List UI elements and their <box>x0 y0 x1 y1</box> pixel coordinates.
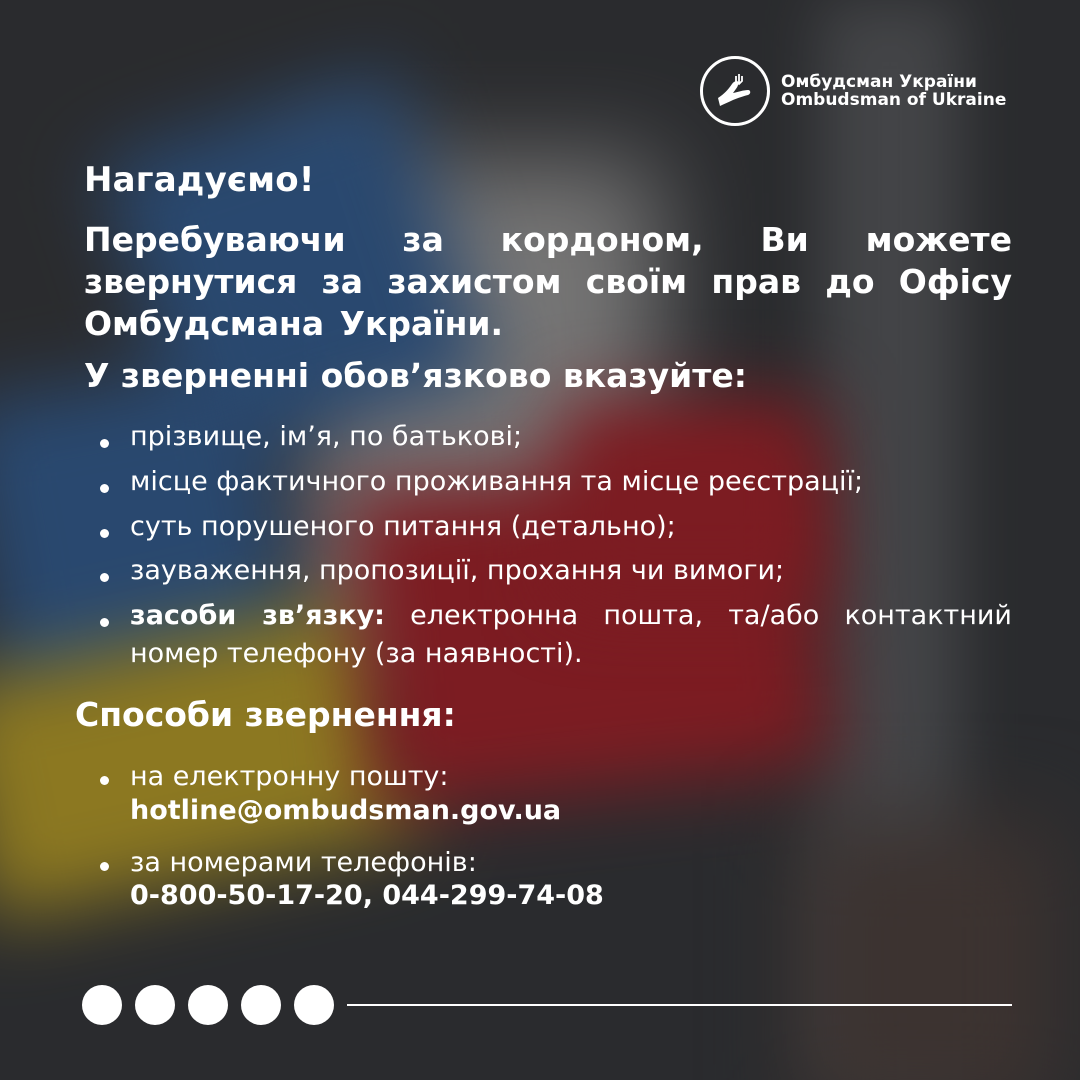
bullet-dot-icon <box>100 484 109 493</box>
pager-line <box>347 1004 1012 1006</box>
greeting-heading: Нагадуємо! <box>84 160 315 200</box>
ombudsman-logo <box>700 56 1030 126</box>
pager-dot-1[interactable] <box>82 985 122 1025</box>
bullet-dot-icon <box>100 529 109 538</box>
pager-dot-4[interactable] <box>241 985 281 1025</box>
pager-dot-5[interactable] <box>294 985 334 1025</box>
ombudsman-hand-trident-icon <box>700 56 770 126</box>
phone-numbers[interactable]: 0-800-50-17-20, 044-299-74-08 <box>130 880 604 912</box>
method-email-label: на електронну пошту: <box>130 761 449 792</box>
bullet-dot-icon <box>100 862 109 871</box>
list-item: зауваження, пропозиції, прохання чи вимоги; <box>100 552 1012 590</box>
contacts-label: засоби зв’язку: <box>130 600 385 632</box>
methods-list <box>100 760 1012 931</box>
intro-paragraph: Перебуваючи за кордоном, Ви можете звернутися за захистом своїм прав до Офісу Омбудсмана України. <box>84 220 1012 344</box>
carousel-pager <box>82 984 1012 1026</box>
list-item: прізвище, ім’я, по батькові; <box>100 418 1012 456</box>
methods-heading: Способи звернення: <box>75 695 456 734</box>
contacts-text: електронна пошта, та/або контактний номер телефону (за наявності). <box>130 600 1012 669</box>
pager-dot-3[interactable] <box>188 985 228 1025</box>
bullet-dot-icon <box>100 618 109 627</box>
list-item: суть порушеного питання (детально); <box>100 508 1012 546</box>
required-list <box>100 418 1012 680</box>
list-item: місце фактичного проживання та місце реєстрації; <box>100 463 1012 501</box>
logo-name-en: Ombudsman of Ukraine <box>781 90 1007 110</box>
method-phone-label: за номерами телефонів: <box>130 846 477 878</box>
list-item-contacts <box>100 597 1012 673</box>
pager-dot-2[interactable] <box>135 985 175 1025</box>
method-email <box>100 760 1012 828</box>
logo-name-uk: Омбудсман України <box>781 71 977 92</box>
required-heading: У зверненні обов’язково вказуйте: <box>84 356 747 395</box>
bullet-dot-icon <box>100 573 109 582</box>
bullet-dot-icon <box>100 439 109 448</box>
bullet-dot-icon <box>100 776 109 785</box>
email-address-link[interactable]: hotline@ombudsman.gov.ua <box>130 794 562 826</box>
method-phone <box>100 846 1012 914</box>
